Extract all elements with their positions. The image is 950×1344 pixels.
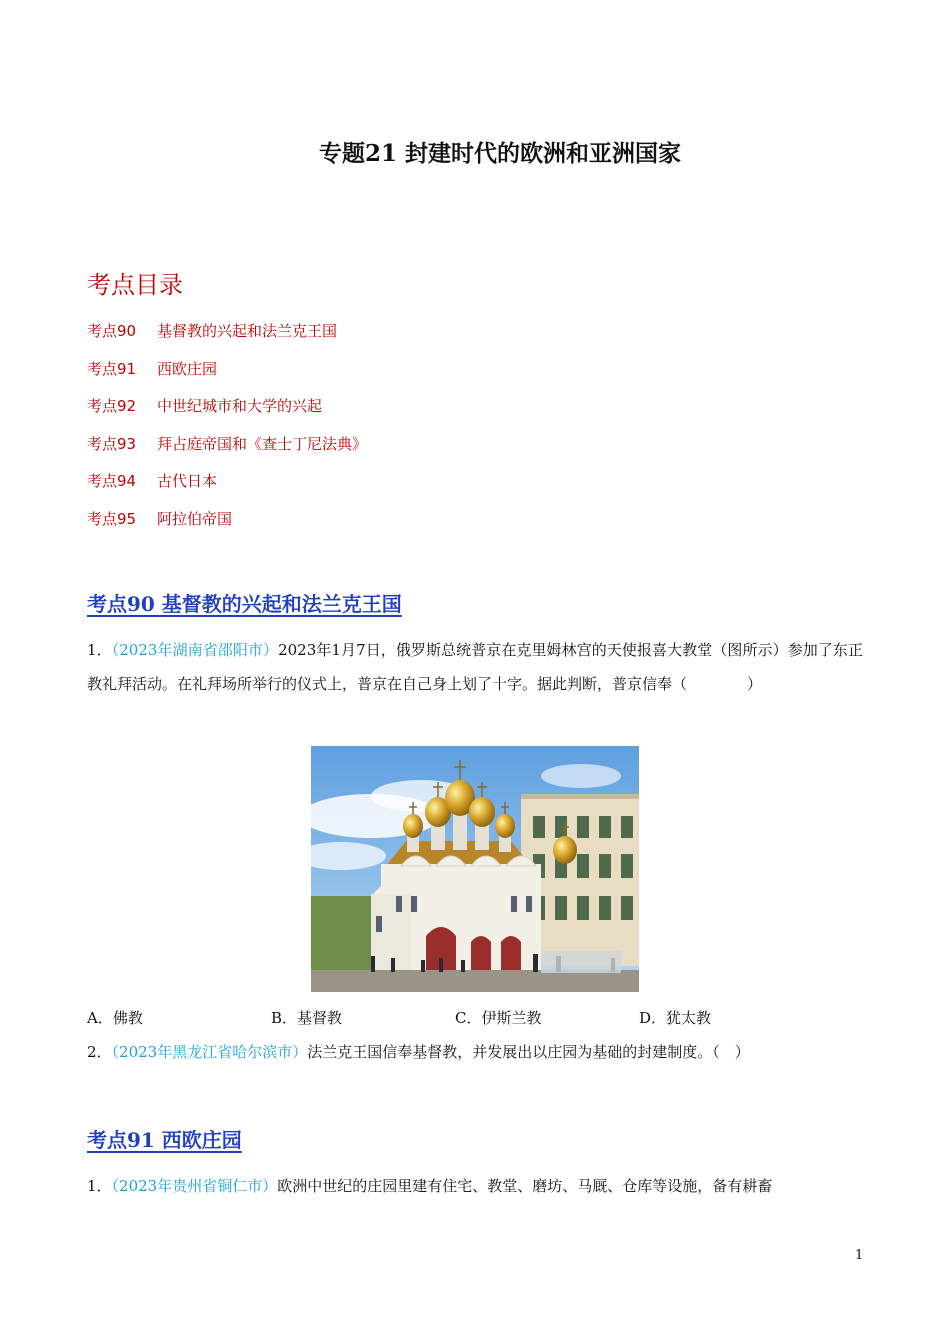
section-heading-90[interactable]: 考点90 基督教的兴起和法兰克王国 (87, 592, 402, 616)
question-2-text (87, 1036, 863, 1070)
question-number: 2． (87, 1043, 112, 1061)
toc-item[interactable] (87, 395, 367, 433)
question-source: （2023年黑龙江省哈尔滨市） (111, 1043, 308, 1061)
page-title: 专题21 封建时代的欧洲和亚洲国家 (318, 140, 681, 167)
toc-list (87, 320, 367, 545)
question-body: 欧洲中世纪的庄园里建有住宅、教堂、磨坊、马厩、仓库等设施，备有耕畜 (277, 1177, 773, 1195)
toc-item-code: 考点93 (87, 434, 137, 453)
question-1-text (87, 1170, 863, 1204)
toc-item[interactable] (87, 470, 367, 508)
option-d[interactable]: D．犹太教 (639, 1009, 712, 1027)
page-number: 1 (855, 1248, 864, 1263)
question-body: 2023年1月7日，俄罗斯总统普京在克里姆林宫的天使报喜大教堂（图所示）参加了东正教礼拜活动。在礼拜场所举行的仪式上，普京在自己身上划了十字。据此判断，普京信奉（ ） (87, 641, 863, 693)
toc-item-code: 考点91 (87, 359, 137, 378)
toc-item[interactable] (87, 508, 367, 546)
toc-item-label: 西欧庄园 (157, 359, 218, 378)
toc-item-code: 考点95 (87, 509, 137, 528)
toc-item[interactable] (87, 358, 367, 396)
option-b[interactable]: B．基督教 (271, 1009, 343, 1027)
toc-item-label: 古代日本 (157, 472, 218, 490)
option-a[interactable]: A．佛教 (87, 1009, 143, 1027)
toc-item-label: 中世纪城市和大学的兴起 (157, 397, 323, 415)
toc-item-code: 考点90 (87, 322, 137, 340)
question-1-text (87, 634, 863, 701)
answer-options (87, 1007, 863, 1028)
cathedral-photo (311, 746, 639, 992)
toc-item-code: 考点94 (87, 472, 137, 490)
toc-item-label: 阿拉伯帝国 (157, 509, 233, 528)
toc-item-code: 考点92 (87, 397, 137, 415)
toc-heading: 考点目录 (87, 271, 183, 299)
toc-item[interactable] (87, 433, 367, 471)
toc-item-label: 拜占庭帝国和《查士丁尼法典》 (157, 434, 368, 453)
toc-item[interactable] (87, 320, 367, 358)
question-number: 1． (87, 641, 112, 659)
question-source: （2023年贵州省铜仁市） (111, 1177, 278, 1195)
section-heading-91[interactable]: 考点91 西欧庄园 (87, 1128, 242, 1152)
toc-item-label: 基督教的兴起和法兰克王国 (157, 322, 338, 340)
question-number: 1． (87, 1177, 112, 1195)
question-body: 法兰克王国信奉基督教，并发展出以庄园为基础的封建制度。（ ） (307, 1043, 750, 1061)
option-c[interactable]: C．伊斯兰教 (455, 1009, 542, 1027)
question-source: （2023年湖南省邵阳市） (111, 641, 279, 659)
